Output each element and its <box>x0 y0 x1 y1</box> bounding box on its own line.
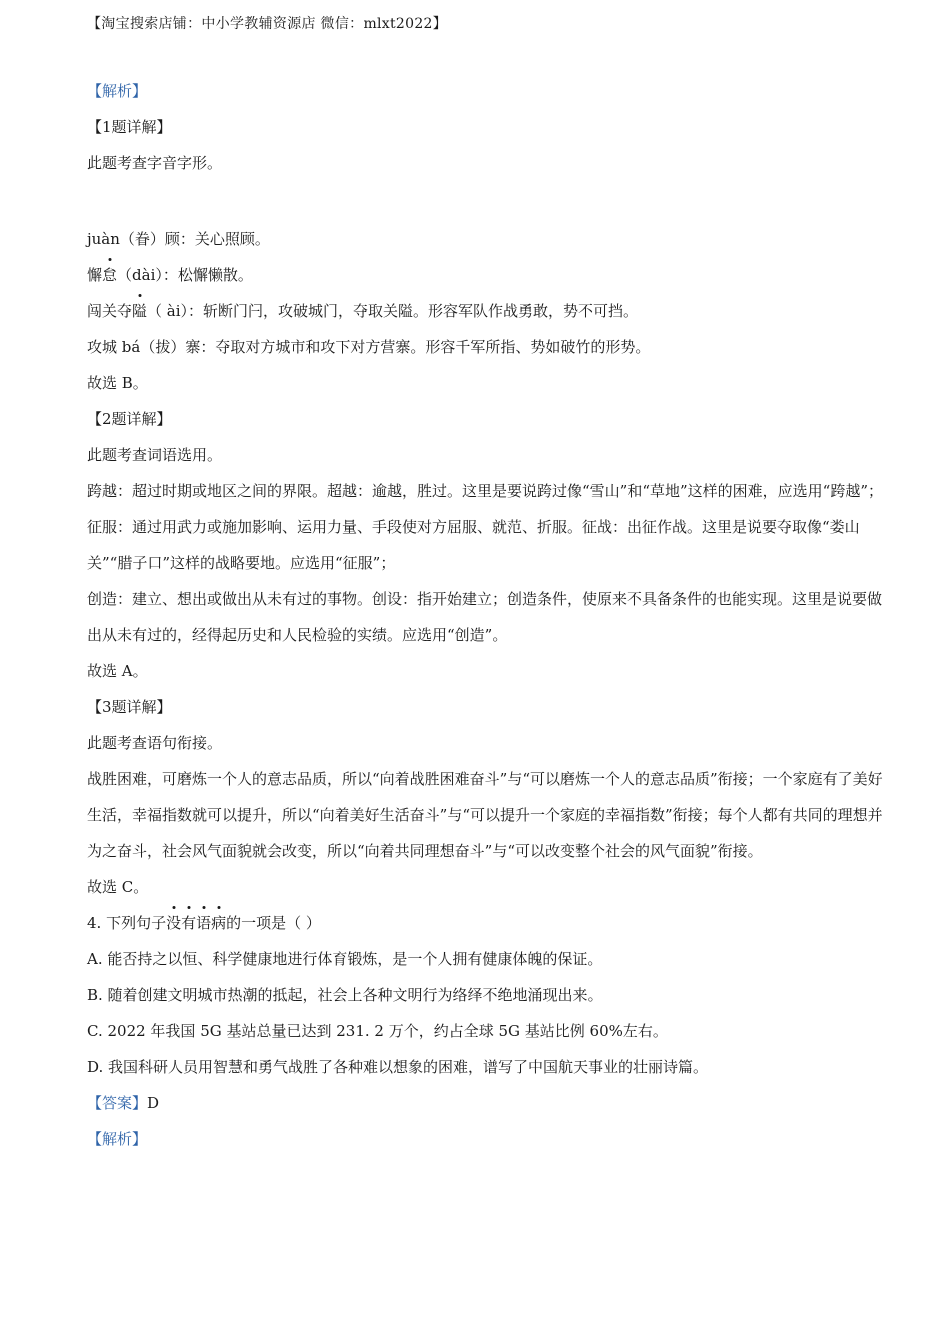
emphasis-char: 有 <box>181 910 196 936</box>
answer-value: D <box>147 1094 160 1112</box>
q4-option-d: D. 我国科研人员用智慧和勇气战胜了各种难以想象的困难，谱写了中国航天事业的壮丽诗篇。 <box>87 1058 709 1076</box>
q1-answer: 故选 B。 <box>87 374 148 392</box>
q3-intro: 此题考查语句衔接。 <box>87 734 223 752</box>
q3-answer: 故选 C。 <box>87 878 149 896</box>
emphasis-char: 怠 <box>102 262 117 288</box>
answer-label: 【答案】 <box>87 1094 148 1112</box>
q4-stem-text: 的一项是（ ） <box>226 914 321 932</box>
q2-answer: 故选 A。 <box>87 662 148 680</box>
q1-intro: 此题考查字音字形。 <box>87 154 223 172</box>
q1-line4: 攻城 bá（拔）寨：夺取对方城市和攻下对方营寨。形容千军所指、势如破竹的形势。 <box>87 338 651 356</box>
document-body <box>87 78 887 1162</box>
q1-line3-text: 闯关夺 <box>87 302 133 320</box>
page-header: 【淘宝搜索店铺：中小学教辅资源店 微信：mlxt2022】 <box>87 16 448 32</box>
q2-paragraph: 创造：建立、想出或做出从未有过的事物。创设：指开始建立；创造条件，使原来不具备条件的也能实现。这里是说要做出从未有过的，经得起历史和人民检验的实绩。应选用“创造”。 <box>87 590 883 644</box>
q4-option-c: C. 2022 年我国 5G 基站总量已达到 231. 2 万个，约占全球 5G 基站比例 60%左右。 <box>87 1022 668 1040</box>
q4-option-a: A. 能否持之以恒、科学健康地进行体育锻炼，是一个人拥有健康体魄的保证。 <box>87 950 603 968</box>
q4-answer <box>87 1090 887 1126</box>
emphasis-char: 隘 <box>132 298 147 324</box>
q2-title: 【2题详解】 <box>87 410 172 428</box>
emphasis-char: 没 <box>166 910 181 936</box>
q1-line2-text: 懈 <box>87 266 103 284</box>
q1-line3 <box>87 298 887 334</box>
emphasis-char: 病 <box>211 910 226 936</box>
q3-paragraph: 战胜困难，可磨炼一个人的意志品质，所以“向着战胜困难奋斗”与“可以磨炼一个人的意志品质”衔接；一个家庭有了美好生活，幸福指数就可以提升，所以“向着美好生活奋斗”与“可以提升一个家庭的幸福指数”衔接；每个人都有共同的理想并为之奋斗，社会风气面貌就会改变，所以“向着共同理想奋斗”与“可以改变整个社会的风气面貌”衔接。 <box>87 770 883 860</box>
q4-option-b: B. 随着创建文明城市热潮的抵起，社会上各种文明行为络绎不绝地涌现出来。 <box>87 986 603 1004</box>
q1-line2-text: （dài）：松懈懒散。 <box>117 266 253 284</box>
q4-stem-text: 4. 下列句子 <box>87 914 167 932</box>
q3-title: 【3题详解】 <box>87 698 172 716</box>
q4-stem <box>87 910 887 946</box>
emphasis-char: 语 <box>196 910 211 936</box>
analysis-heading: 【解析】 <box>87 82 148 100</box>
q1-line3-text: （ ài）：斩断门闩，攻破城门，夺取关隘。形容军队作战勇敢，势不可挡。 <box>147 302 639 320</box>
q2-intro: 此题考查词语选用。 <box>87 446 223 464</box>
q1-line1: juàn（眷）顾：关心照顾。 <box>87 230 270 248</box>
q2-paragraph: 征服：通过用武力或施加影响、运用力量、手段使对方屈服、就范、折服。征战：出征作战。这里是说要夺取像“娄山关”“腊子口”这样的战略要地。应选用“征服”； <box>87 518 860 572</box>
q2-paragraph: 跨越：超过时期或地区之间的界限。超越：逾越，胜过。这里是要说跨过像“雪山”和“草地”这样的困难，应选用“跨越”； <box>87 482 884 500</box>
q4-analysis-heading: 【解析】 <box>87 1130 148 1148</box>
q1-title: 【1题详解】 <box>87 118 172 136</box>
q1-line2 <box>87 262 887 298</box>
